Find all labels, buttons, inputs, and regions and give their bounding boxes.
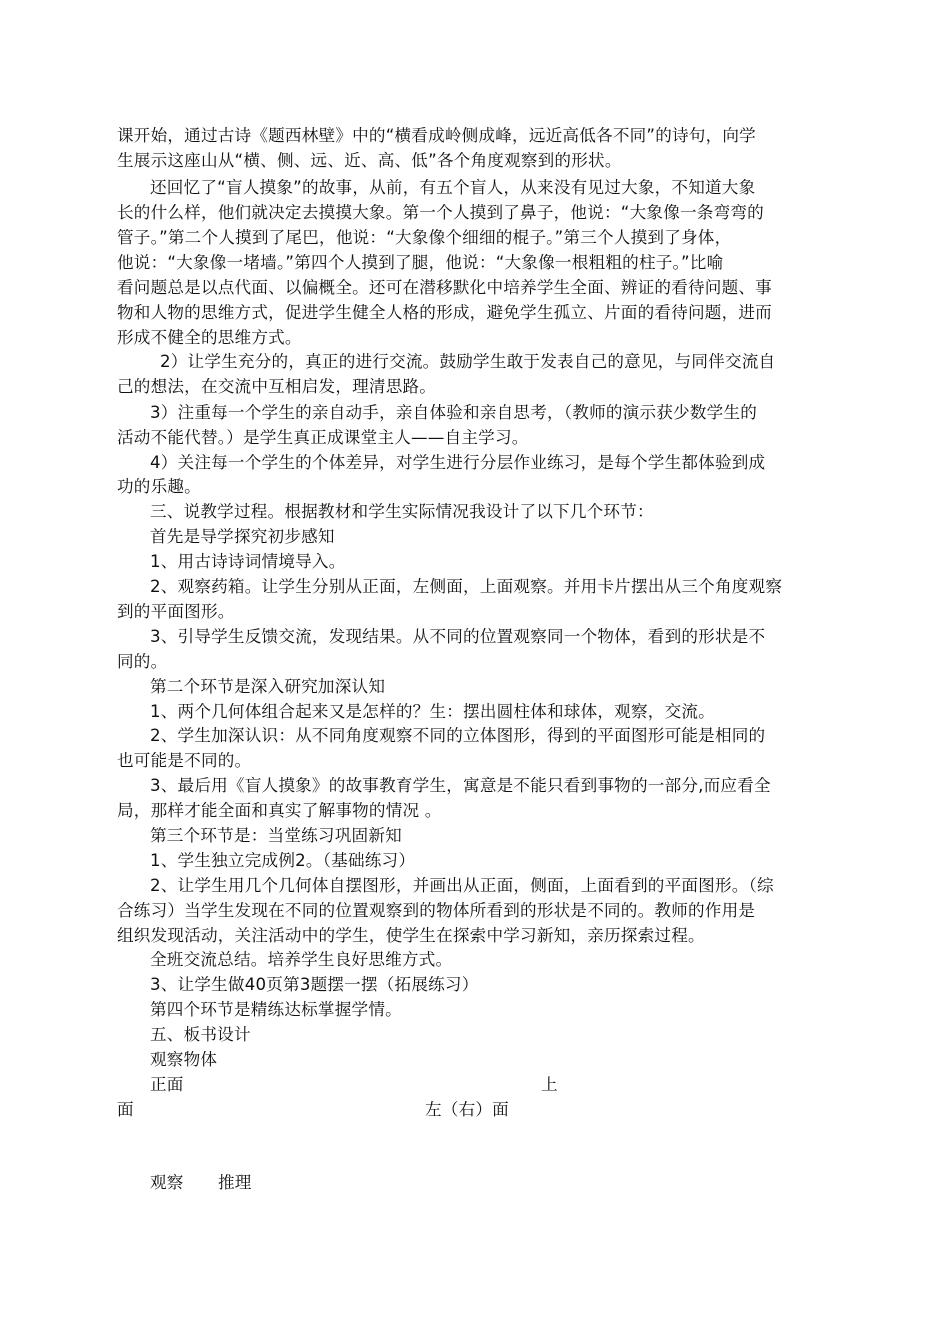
section-heading: 五、板书设计 [150,1025,251,1044]
board-label-top-cont: 面 [117,1100,134,1119]
board-title: 观察物体 [150,1050,218,1069]
section-heading: 三、说教学过程。根据教材和学生实际情况我设计了以下几个环节： [150,502,654,521]
text-line: 第二个环节是深入研究加深认知 [150,677,386,696]
text-line: 他说：“大象像一堵墙。”第四个人摸到了腿，他说：“大象像一根粗粗的柱子。”比喻 [117,253,724,272]
board-label-observe: 观察 [150,1173,184,1192]
text-line: 形成不健全的思维方式。 [117,328,302,347]
text-line: 长的什么样，他们就决定去摸摸大象。第一个人摸到了鼻子，他说：“大象像一条弯弯的 [117,203,764,222]
text-line: 2、让学生用几个几何体自摆图形，并画出从正面，侧面，上面看到的平面图形。（综 [150,876,774,895]
text-line: 1、用古诗诗词情境导入。 [150,552,346,571]
text-line: 3、引导学生反馈交流，发现结果。从不同的位置观察同一个物体，看到的形状是不 [150,627,766,646]
text-line: 还回忆了“盲人摸象”的故事，从前，有五个盲人，从来没有见过大象，不知道大象 [150,178,756,197]
text-line: 组织发现活动，关注活动中的学生，使学生在探索中学习新知，亲历探索过程。 [117,926,705,945]
text-line: 管子。”第二个人摸到了尾巴，他说：“大象像个细细的棍子。”第三个人摸到了身体， [117,228,732,247]
text-line: 生展示这座山从“横、侧、远、近、高、低”各个角度观察到的形状。 [117,151,622,170]
text-line: 同的。 [117,652,168,671]
text-line: 功的乐趣。 [117,477,201,496]
text-line: 局，那样才能全面和真实了解事物的情况 。 [117,801,442,820]
board-label-side: 左（右）面 [425,1100,509,1119]
text-line: 活动不能代替。）是学生真正成课堂主人——自主学习。 [117,428,529,447]
board-label-top: 上 [541,1075,558,1094]
text-line: 2）让学生充分的，真正的进行交流。鼓励学生敢于发表自己的意见，与同伴交流自 [160,352,776,371]
text-line: 1、学生独立完成例2。（基础练习） [150,851,416,870]
text-line: 物和人物的思维方式，促进学生健全人格的形成，避免学生孤立、片面的看待问题，进而 [117,303,772,322]
text-line: 4）关注每一个学生的个体差异，对学生进行分层作业练习，是每个学生都体验到成 [150,453,766,472]
board-label-front: 正面 [150,1075,184,1094]
text-line: 全班交流总结。培养学生良好思维方式。 [150,950,453,969]
text-line: 3、让学生做40页第3题摆一摆（拓展练习） [150,975,479,994]
text-line: 2、学生加深认识：从不同角度观察不同的立体图形，得到的平面图形可能是相同的 [150,726,766,745]
text-line: 1、两个几何体组合起来又是怎样的？生：摆出圆柱体和球体，观察，交流。 [150,702,715,721]
text-line: 3）注重每一个学生的亲自动手，亲自体验和亲自思考，（教师的演示获少数学生的 [150,403,758,422]
text-line: 2、观察药箱。让学生分别从正面，左侧面，上面观察。并用卡片摆出从三个角度观察 [150,577,783,596]
text-line: 第三个环节是：当堂练习巩固新知 [150,826,402,845]
text-line: 己的想法，在交流中互相启发，理清思路。 [117,377,437,396]
text-line: 到的平面图形。 [117,602,235,621]
board-label-reason: 推理 [218,1173,252,1192]
text-line: 第四个环节是精练达标掌握学情。 [150,1000,402,1019]
text-line: 3、最后用《盲人摸象》的故事教育学生，寓意是不能只看到事物的一部分,而应看全 [150,776,771,795]
text-line: 合练习）当学生发现在不同的位置观察到的物体所看到的形状是不同的。教师的作用是 [117,901,756,920]
text-line: 首先是导学探究初步感知 [150,527,335,546]
text-line: 课开始，通过古诗《题西林壁》中的“横看成岭侧成峰，远近高低各不同”的诗句，向学 [117,126,756,145]
text-line: 也可能是不同的。 [117,751,252,770]
text-line: 看问题总是以点代面、以偏概全。还可在潜移默化中培养学生全面、辨证的看待问题、事 [117,278,772,297]
